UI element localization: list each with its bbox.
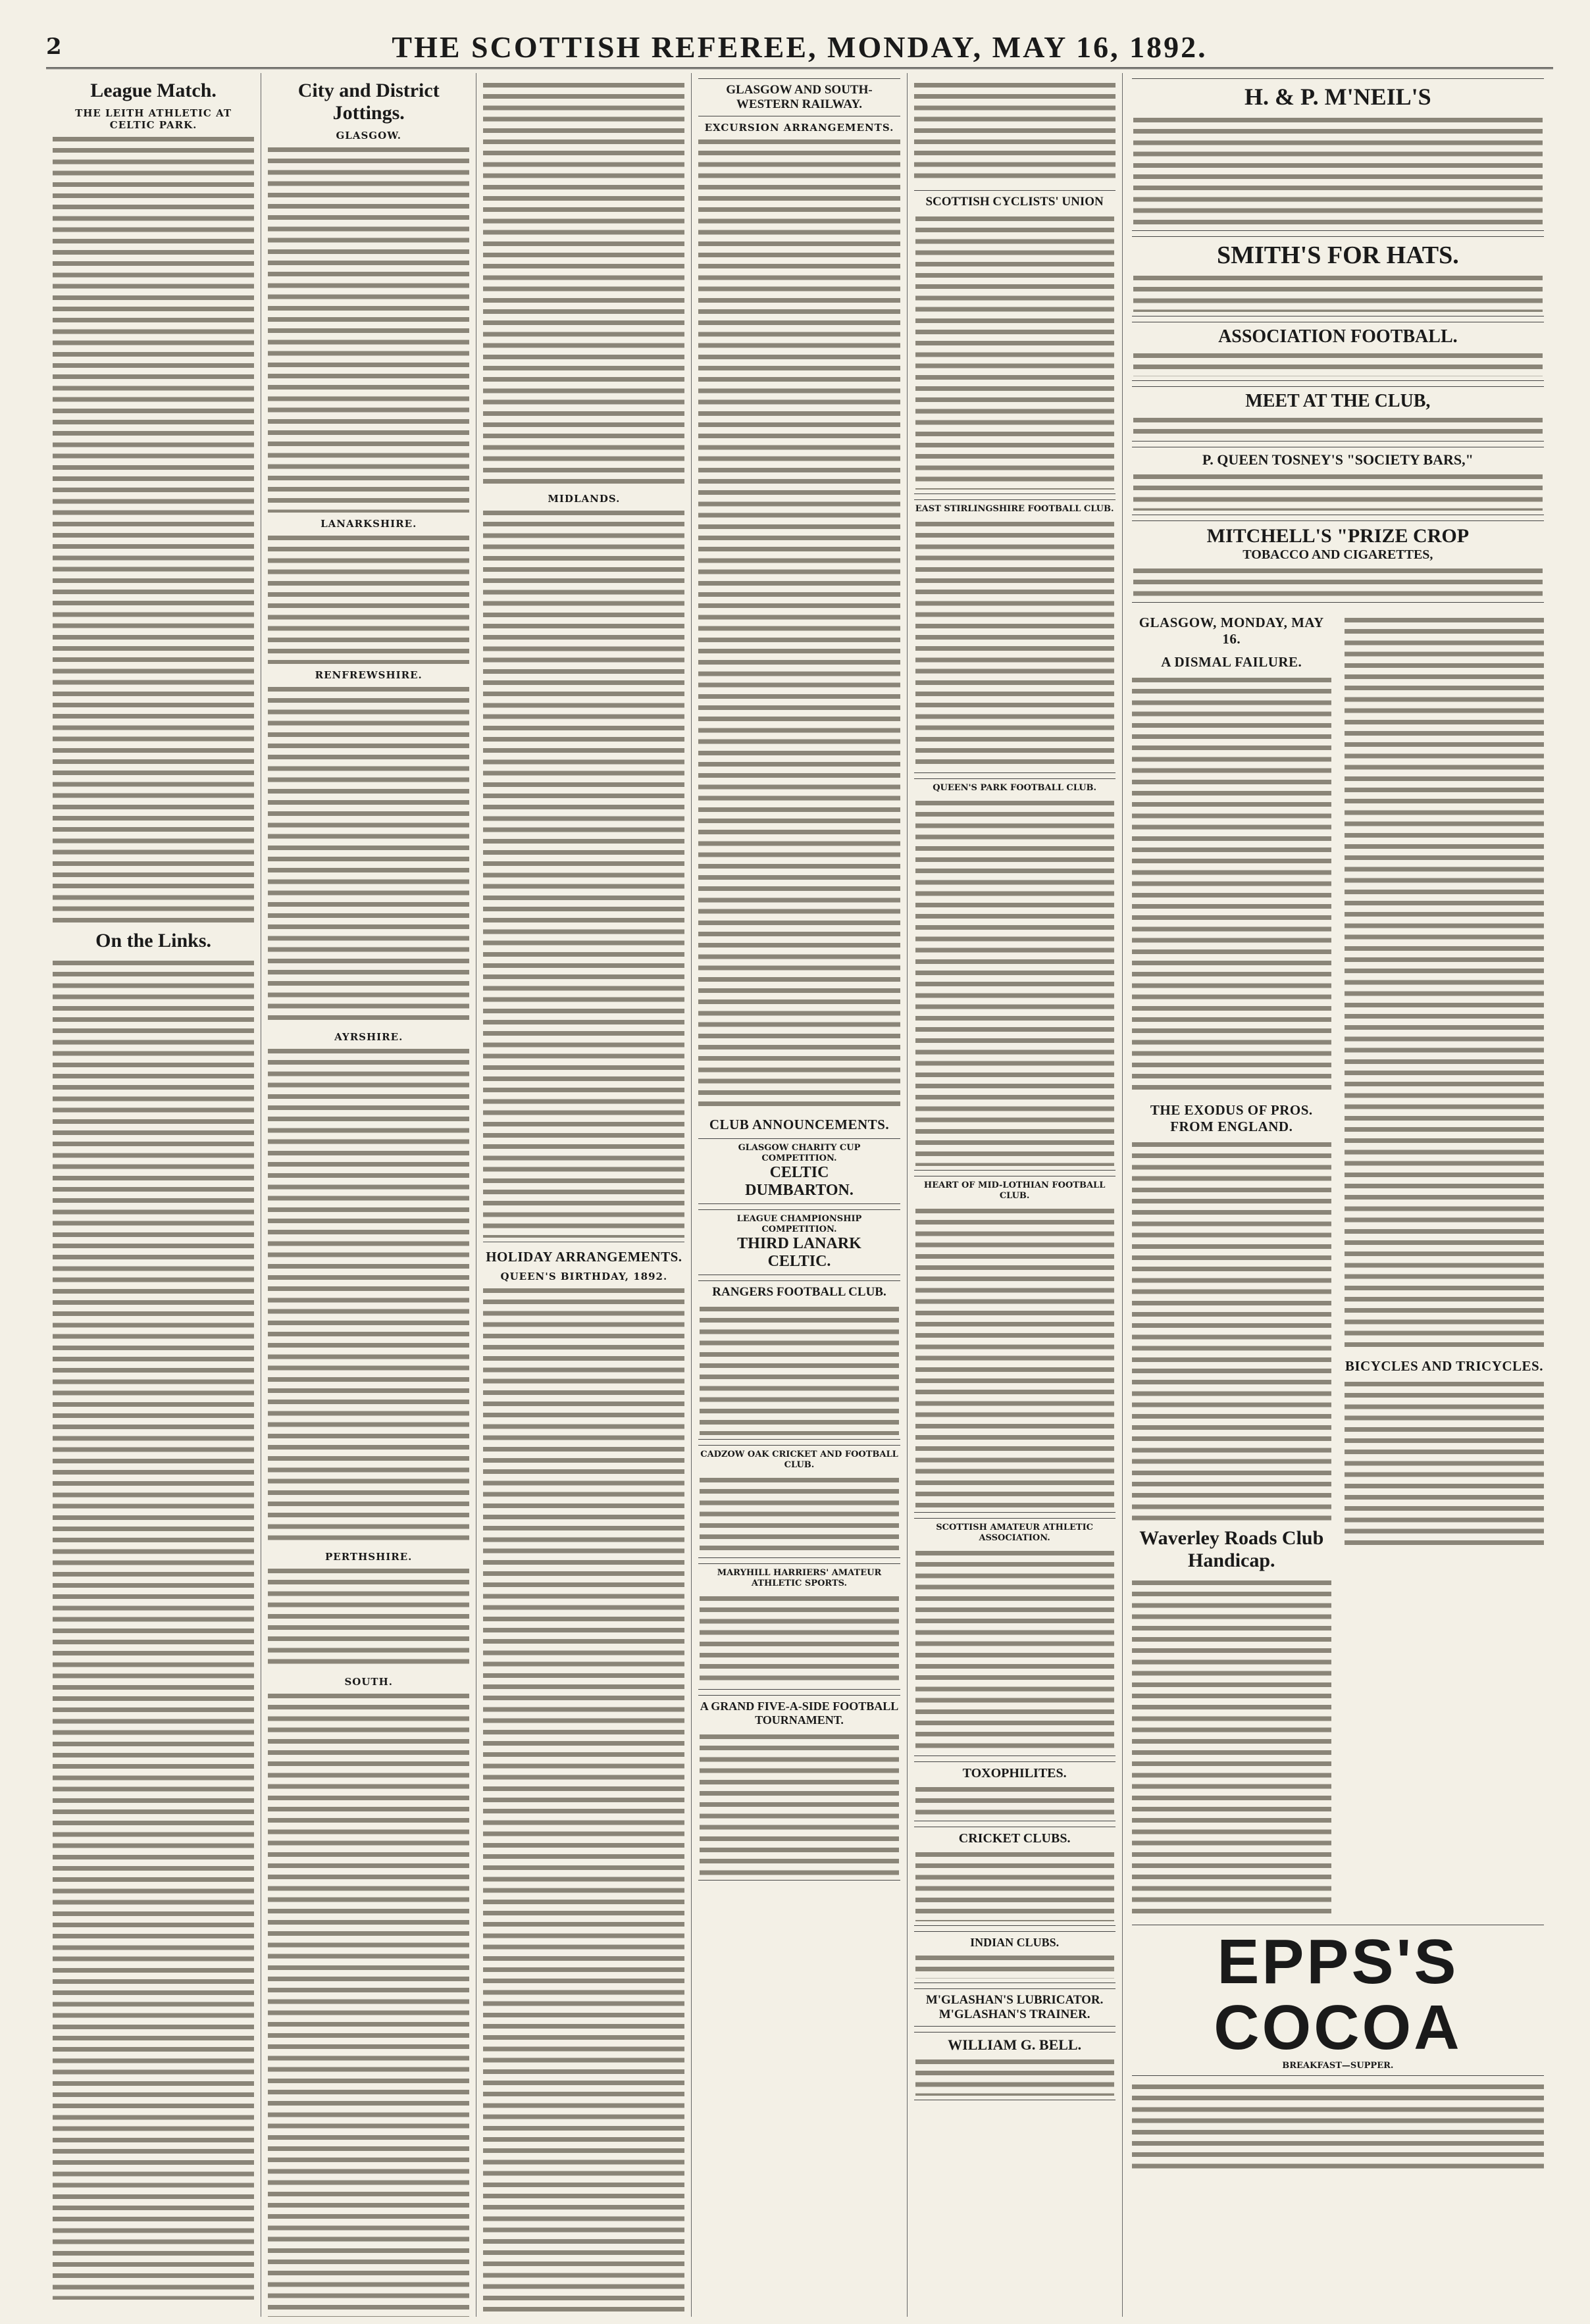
indian-clubs-ad: INDIAN CLUBS. (914, 1931, 1116, 1983)
column-2 (261, 73, 476, 2317)
on-the-links-article (53, 957, 254, 2300)
rangers-ad: RANGERS FOOTBALL CLUB. (698, 1280, 900, 1440)
cricket-clubs-ad: CRICKET CLUBS. (914, 1827, 1116, 1926)
column-6 (1123, 73, 1553, 2317)
column-4 (692, 73, 907, 2317)
waverley-heading: Waverley Roads Club Handicap. (1139, 1527, 1324, 1571)
holiday-arrangements-heading: HOLIDAY ARRANGEMENTS. (486, 1249, 682, 1265)
charity-cup-ad: GLASGOW CHARITY CUP COMPETITION. CELTIC DUMBARTON. (698, 1138, 900, 1204)
column-1 (46, 73, 261, 2317)
south-subheading: SOUTH. (344, 1676, 393, 1688)
mitchell-ad: MITCHELL'S "PRIZE CROP TOBACCO AND CIGARETTES, (1132, 520, 1544, 603)
on-the-links-heading: On the Links. (95, 930, 212, 951)
smith-hats-ad: SMITH'S FOR HATS. (1132, 236, 1544, 316)
columns (46, 73, 1553, 2317)
league-championship-ad: LEAGUE CHAMPIONSHIP COMPETITION. THIRD LANARK CELTIC. (698, 1209, 900, 1275)
dateline: GLASGOW, MONDAY, MAY 16. (1139, 615, 1324, 647)
league-match-heading: League Match. (90, 80, 217, 101)
column-5 (908, 73, 1123, 2317)
lanarkshire-subheading: LANARKSHIRE. (321, 518, 417, 530)
midlands-subheading: MIDLANDS. (548, 493, 621, 505)
dismal-failure-heading: A DISMAL FAILURE. (1161, 654, 1302, 670)
excursion-heading: EXCURSION ARRANGEMENTS. (704, 122, 894, 134)
perthshire-subheading: PERTHSHIRE. (325, 1551, 413, 1563)
cadzow-ad: CADZOW OAK CRICKET AND FOOTBALL CLUB. (698, 1445, 900, 1558)
queens-park-ad: QUEEN'S PARK FOOTBALL CLUB. (914, 778, 1116, 1171)
toxophilites-ad: TOXOPHILITES. (914, 1761, 1116, 1821)
city-district-heading: City and District Jottings. (297, 80, 440, 124)
newspaper-title: THE SCOTTISH REFEREE, MONDAY, MAY 16, 1892. (392, 30, 1208, 64)
column-3 (476, 73, 692, 2317)
bell-ad: WILLIAM G. BELL. (914, 2032, 1116, 2100)
association-football-ad: ASSOCIATION FOOTBALL. (1132, 322, 1544, 381)
tosney-ad: P. QUEEN TOSNEY'S "SOCIETY BARS," (1132, 447, 1544, 515)
cyclists-union-ad: SCOTTISH CYCLISTS' UNION (914, 190, 1116, 494)
leith-athletic-subheading: THE LEITH ATHLETIC AT CELTIC PARK. (75, 107, 232, 131)
league-match-article (53, 134, 254, 923)
meet-at-club-ad: MEET AT THE CLUB, (1132, 386, 1544, 442)
mglashan-ad: M'GLASHAN'S LUBRICATOR. M'GLASHAN'S TRAINER. (914, 1988, 1116, 2027)
maryhill-ad: MARYHILL HARRIERS' AMATEUR ATHLETIC SPORTS. (698, 1563, 900, 1690)
east-stirlingshire-ad: EAST STIRLINGSHIRE FOOTBALL CLUB. (914, 499, 1116, 773)
railway-ad: GLASGOW AND SOUTH-WESTERN RAILWAY. (698, 78, 900, 116)
exodus-heading: THE EXODUS OF PROS. FROM ENGLAND. (1150, 1102, 1313, 1134)
queens-birthday-subheading: QUEEN'S BIRTHDAY, 1892. (500, 1271, 668, 1282)
masthead (46, 26, 1553, 69)
ayrshire-subheading: AYRSHIRE. (334, 1031, 403, 1043)
mneils-ad: H. & P. M'NEIL'S (1132, 78, 1544, 231)
epps-cocoa-ad: EPPS'S COCOA BREAKFAST—SUPPER. (1132, 1925, 1544, 2076)
bicycles-heading: BICYCLES AND TRICYCLES. (1345, 1358, 1543, 1374)
amateur-athletic-ad: SCOTTISH AMATEUR ATHLETIC ASSOCIATION. (914, 1518, 1116, 1756)
glasgow-subheading: GLASGOW. (336, 130, 401, 141)
five-a-side-ad: A GRAND FIVE-A-SIDE FOOTBALL TOURNAMENT. (698, 1695, 900, 1881)
renfrewshire-subheading: RENFREWSHIRE. (315, 669, 423, 681)
hearts-ad: HEART OF MID-LOTHIAN FOOTBALL CLUB. (914, 1176, 1116, 1513)
club-announcements-heading: CLUB ANNOUNCEMENTS. (709, 1117, 890, 1132)
page-number: 2 (46, 34, 62, 60)
